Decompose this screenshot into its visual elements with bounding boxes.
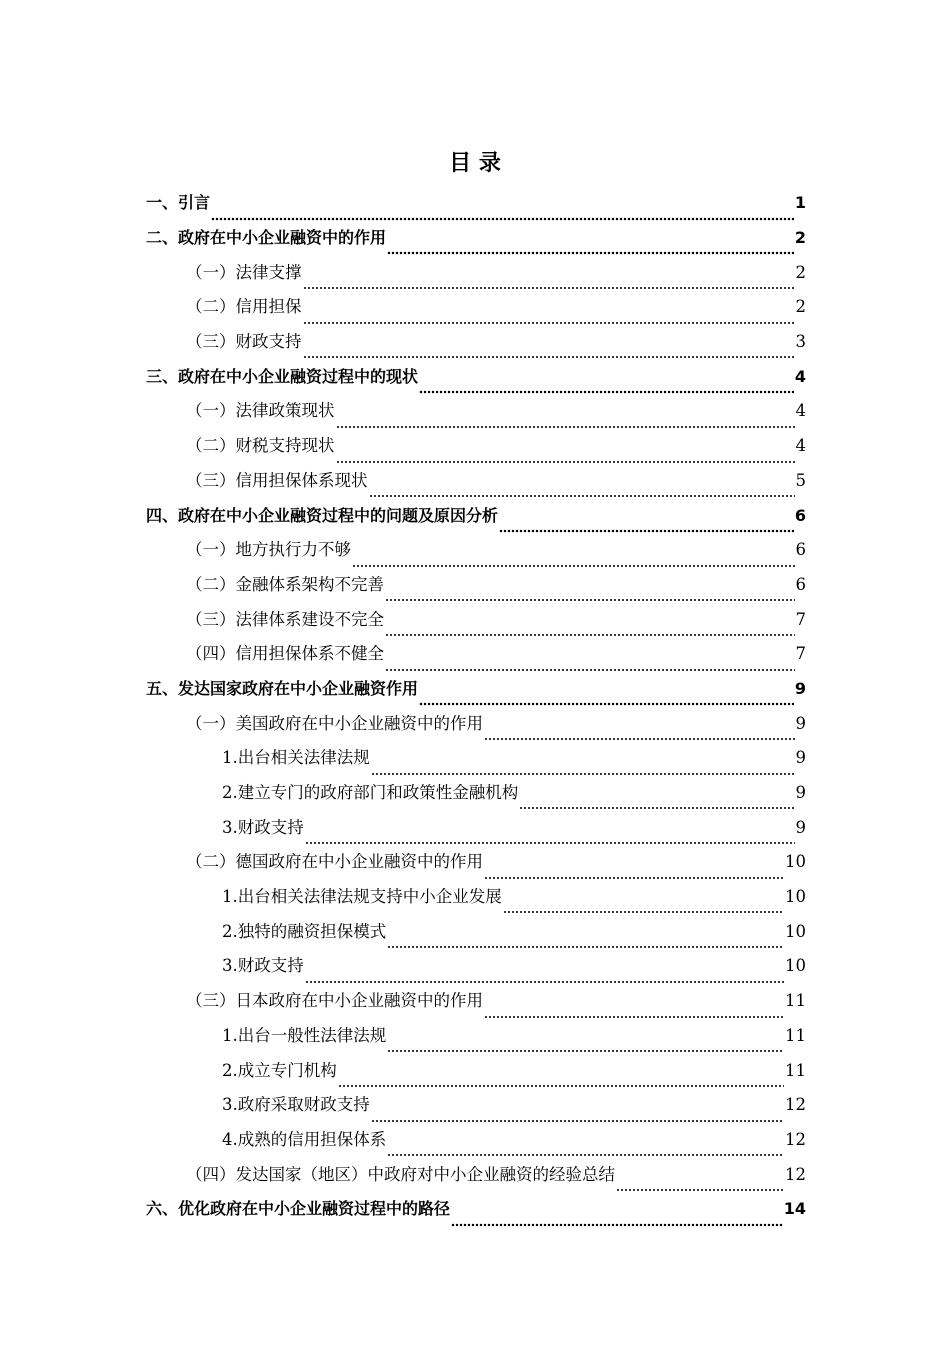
toc-entry-label: （二）德国政府在中小企业融资中的作用 xyxy=(186,852,483,872)
toc-entry[interactable] xyxy=(0,255,806,290)
toc-entry-page-number: 9 xyxy=(795,817,806,837)
toc-entry-label: 3.财政支持 xyxy=(222,956,304,976)
toc-entry-label: （三）日本政府在中小企业融资中的作用 xyxy=(186,991,483,1011)
toc-entry[interactable] xyxy=(0,1019,806,1054)
toc-dot-leader xyxy=(385,656,795,672)
toc-dot-leader xyxy=(419,690,794,706)
toc-entry-label: 3.财政支持 xyxy=(222,817,304,837)
toc-entry-page-number: 11 xyxy=(785,991,806,1011)
toc-entry-label: （一）地方执行力不够 xyxy=(186,540,351,560)
toc-dot-leader xyxy=(484,1003,784,1019)
toc-dot-leader xyxy=(385,586,795,602)
toc-entry-label: （四）信用担保体系不健全 xyxy=(186,644,384,664)
toc-entry-label: （一）法律政策现状 xyxy=(186,401,335,421)
toc-entry-label: （三）财政支持 xyxy=(186,332,302,352)
toc-entry[interactable] xyxy=(0,672,806,707)
toc-entry-label: 4.成熟的信用担保体系 xyxy=(222,1129,387,1149)
toc-entry-page-number: 10 xyxy=(785,852,806,872)
toc-entry-label: （一）美国政府在中小企业融资中的作用 xyxy=(186,713,483,733)
toc-entry-page-number: 10 xyxy=(785,956,806,976)
toc-entry-label: 二、政府在中小企业融资中的作用 xyxy=(146,228,387,248)
toc-entry[interactable] xyxy=(0,1157,806,1192)
toc-entry[interactable] xyxy=(0,568,806,603)
toc-entry[interactable] xyxy=(0,1123,806,1158)
table-of-contents xyxy=(0,186,950,1227)
toc-entry-page-number: 9 xyxy=(795,713,806,733)
toc-entry-label: （三）信用担保体系现状 xyxy=(186,470,368,490)
toc-dot-leader xyxy=(336,413,795,429)
toc-dot-leader xyxy=(211,205,794,221)
toc-entry-label: 一、引言 xyxy=(146,193,211,213)
toc-dot-leader xyxy=(371,1107,784,1123)
toc-dot-leader xyxy=(484,725,795,741)
toc-entry[interactable] xyxy=(0,602,806,637)
toc-entry-page-number: 2 xyxy=(794,228,806,248)
toc-entry-label: 2.建立专门的政府部门和政策性金融机构 xyxy=(222,783,519,803)
toc-entry-label: 2.独特的融资担保模式 xyxy=(222,921,387,941)
toc-entry-label: （一）法律支撑 xyxy=(186,262,302,282)
toc-entry-page-number: 11 xyxy=(785,1025,806,1045)
toc-entry-label: （三）法律体系建设不完全 xyxy=(186,609,384,629)
toc-entry-page-number: 6 xyxy=(795,574,806,594)
toc-dot-leader xyxy=(519,794,794,810)
toc-dot-leader xyxy=(305,829,795,845)
toc-entry[interactable] xyxy=(0,290,806,325)
toc-entry[interactable] xyxy=(0,637,806,672)
toc-entry-label: 2.成立专门机构 xyxy=(222,1060,337,1080)
toc-entry-page-number: 9 xyxy=(794,678,806,698)
toc-entry-page-number: 4 xyxy=(795,401,806,421)
toc-dot-leader xyxy=(352,552,795,568)
toc-entry[interactable] xyxy=(0,186,806,221)
toc-entry-page-number: 11 xyxy=(785,1060,806,1080)
toc-dot-leader xyxy=(338,1072,784,1088)
toc-entry-label: 四、政府在中小企业融资过程中的问题及原因分析 xyxy=(146,505,499,525)
toc-entry-label: 1.出台相关法律法规支持中小企业发展 xyxy=(222,887,502,907)
toc-entry[interactable] xyxy=(0,325,806,360)
toc-entry[interactable] xyxy=(0,221,806,256)
toc-entry[interactable] xyxy=(0,429,806,464)
toc-entry[interactable] xyxy=(0,949,806,984)
toc-dot-leader xyxy=(371,760,795,776)
toc-entry-label: 三、政府在中小企业融资过程中的现状 xyxy=(146,366,419,386)
toc-dot-leader xyxy=(499,517,794,533)
toc-entry-page-number: 3 xyxy=(795,332,806,352)
toc-dot-leader xyxy=(336,448,795,464)
toc-entry-page-number: 14 xyxy=(783,1199,806,1219)
toc-title: 目 录 xyxy=(449,151,501,176)
toc-dot-leader xyxy=(369,482,795,498)
toc-entry-label: 五、发达国家政府在中小企业融资作用 xyxy=(146,678,419,698)
toc-entry[interactable] xyxy=(0,359,806,394)
toc-entry-page-number: 10 xyxy=(785,921,806,941)
toc-entry[interactable] xyxy=(0,845,806,880)
toc-dot-leader xyxy=(305,968,784,984)
toc-entry-page-number: 7 xyxy=(795,609,806,629)
toc-entry[interactable] xyxy=(0,914,806,949)
toc-entry-page-number: 12 xyxy=(785,1164,806,1184)
toc-entry-label: 3.政府采取财政支持 xyxy=(222,1095,370,1115)
toc-entry-page-number: 12 xyxy=(785,1129,806,1149)
toc-entry-label: 1.出台一般性法律法规 xyxy=(222,1025,387,1045)
toc-entry-page-number: 4 xyxy=(794,366,806,386)
toc-entry-label: 1.出台相关法律法规 xyxy=(222,748,370,768)
toc-dot-leader xyxy=(484,864,784,880)
toc-entry[interactable] xyxy=(0,394,806,429)
toc-entry[interactable] xyxy=(0,498,806,533)
toc-entry[interactable] xyxy=(0,706,806,741)
toc-entry-label: （二）金融体系架构不完善 xyxy=(186,574,384,594)
toc-entry[interactable] xyxy=(0,1053,806,1088)
toc-dot-leader xyxy=(616,1176,784,1192)
toc-entry-page-number: 7 xyxy=(795,644,806,664)
toc-entry-label: 六、优化政府在中小企业融资过程中的路径 xyxy=(146,1199,451,1219)
toc-entry[interactable] xyxy=(0,464,806,499)
toc-entry-page-number: 9 xyxy=(795,748,806,768)
toc-dot-leader xyxy=(387,239,794,255)
toc-entry[interactable] xyxy=(0,880,806,915)
toc-entry-page-number: 2 xyxy=(795,262,806,282)
toc-dot-leader xyxy=(303,274,795,290)
toc-dot-leader xyxy=(503,898,784,914)
toc-dot-leader xyxy=(387,933,784,949)
toc-entry[interactable] xyxy=(0,1192,806,1227)
toc-dot-leader xyxy=(385,621,795,637)
toc-dot-leader xyxy=(451,1211,783,1227)
toc-entry-page-number: 10 xyxy=(785,887,806,907)
toc-entry[interactable] xyxy=(0,776,806,811)
toc-entry-page-number: 4 xyxy=(795,436,806,456)
toc-entry-page-number: 12 xyxy=(785,1095,806,1115)
toc-entry-page-number: 5 xyxy=(795,470,806,490)
toc-entry-page-number: 6 xyxy=(795,540,806,560)
toc-dot-leader xyxy=(303,309,795,325)
toc-dot-leader xyxy=(419,378,794,394)
toc-entry-label: （二）财税支持现状 xyxy=(186,436,335,456)
toc-entry[interactable] xyxy=(0,810,806,845)
toc-dot-leader xyxy=(303,343,795,359)
toc-entry-label: （四）发达国家（地区）中政府对中小企业融资的经验总结 xyxy=(186,1164,615,1184)
toc-entry[interactable] xyxy=(0,1088,806,1123)
toc-entry[interactable] xyxy=(0,984,806,1019)
toc-dot-leader xyxy=(387,1141,784,1157)
toc-entry[interactable] xyxy=(0,741,806,776)
toc-entry-label: （二）信用担保 xyxy=(186,297,302,317)
toc-entry-page-number: 1 xyxy=(794,193,806,213)
toc-dot-leader xyxy=(387,1037,784,1053)
toc-entry-page-number: 6 xyxy=(794,505,806,525)
toc-entry[interactable] xyxy=(0,533,806,568)
toc-entry-page-number: 9 xyxy=(795,783,806,803)
toc-entry-page-number: 2 xyxy=(795,297,806,317)
